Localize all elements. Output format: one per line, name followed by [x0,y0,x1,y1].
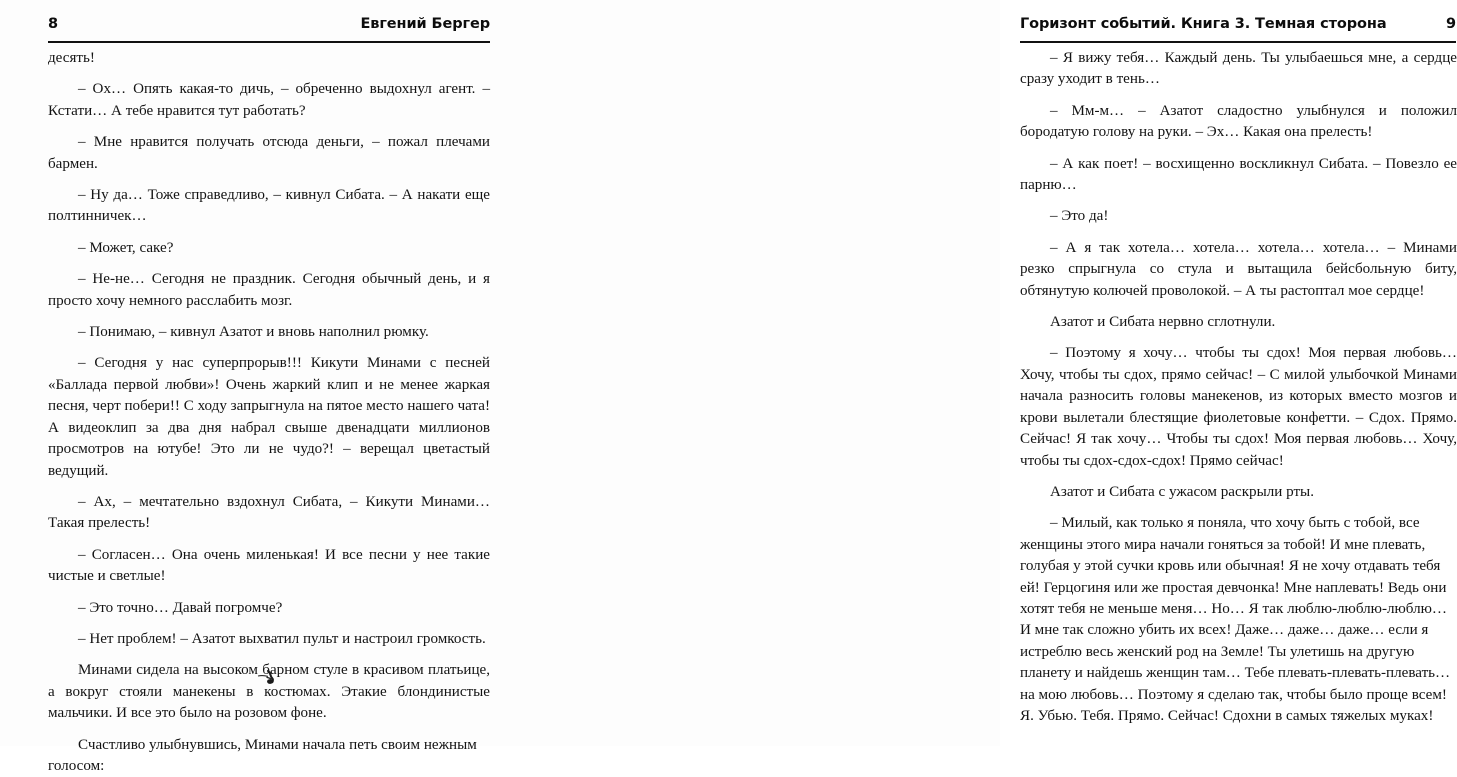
paragraph: – А как поет! – восхищенно воскликнул Сибата. – Повезло ее парню… [1020,155,1457,194]
paragraph: Азатот и Сибата с ужасом раскрыли рты. [1050,483,1314,500]
right-running-head [1020,16,1456,42]
paragraph: – Ах, – мечтательно вздохнул Сибата, – Кикути Минами… Такая прелесть! [48,493,490,532]
paragraph: Азатот и Сибата нервно сглотнули. [1050,314,1276,331]
paragraph: – Поэтому я хочу… чтобы ты сдох! Моя первая любовь… Хочу, чтобы ты сдох, прямо сейчас! – С милой улыбочкой Минами начала разносить головы манекенов, из которых вместо мозгов и крови вылетали блестящие фиолетовые конфетти. – Сдох. Прямо. Сейчас! Я так хочу… Чтобы ты сдох! Моя первая любовь… Хочу, чтобы ты сдох-сдох-сдох! Прямо сейчас! [1020,345,1457,469]
paragraph: – Это да! [1050,208,1109,225]
paragraph: – А я так хотела… хотела… хотела… хотела… – Минами резко спрыгнула со стула и вытащила бейсбольную биту, обтянутую колючей проволокой. – А ты растоптал мое сердце! [1020,239,1457,299]
right-header-rule [1020,41,1456,43]
paragraph: – Может, саке? [78,239,174,256]
right-page [500,0,1457,746]
left-running-head [48,16,490,42]
paragraph: – Я вижу тебя… Каждый день. Ты улыбаешься мне, а сердце сразу уходит в тень… [1020,50,1457,88]
left-header-rule [48,41,490,43]
paragraph: – Милый, как только я поняла, что хочу быть с тобой, все женщины этого мира начали гоняться за тобой! И мне плевать, голубая у этой сучки кровь или обычная! Я не хочу отдавать тебя ей! Герцогиня или же простая девчонка! Мне наплевать! Ведь они хотят тебя не меньше меня… Но… Я так люблю-люблю-люблю… И мне так сложно убить их всех! Даже… даже… даже… если я истреблю весь женский род на Земле! Ты улетишь на другую планету и найдешь женщин там… Тебе плевать-плевать-плевать… на мою любовь… Поэтому я сделаю так, чтобы было проще всем! Я. Убью. Тебя. Прямо. Сейчас! Сдохни в самых тяжелых муках! [1020,515,1451,724]
paragraph: – Согласен… Она очень миленькая! И все песни у нее такие чистые и светлые! [48,546,490,585]
paragraph: – Мне нравится получать отсюда деньги, – пожал плечами бармен. [48,134,490,172]
right-running-head-title: Горизонт событий. Книга 3. Темная сторона [1020,16,1387,32]
right-page-text-block [1020,48,1457,727]
left-page-folio: 8 [48,16,58,32]
left-running-head-title: Евгений Бергер [360,16,490,32]
paragraph: – Понимаю, – кивнул Азатот и вновь наполнил рюмку. [78,324,429,341]
left-page-text-block [48,48,490,777]
paragraph: Счастливо улыбнувшись, Минами начала петь своим нежным голосом: [48,736,477,774]
paragraph: десять! [48,50,95,66]
paragraph: – Не-не… Сегодня не праздник. Сегодня обычный день, и я просто хочу немного расслабить мозг. [48,271,490,309]
paragraph: – Сегодня у нас суперпрорыв!!! Кикути Минами с песней «Баллада первой любви»! Очень жаркий клип и не менее жаркая песня, черт побери!! С ходу запрыгнула на пятое место нашего чата! А видеоклип за два дня набрал свыше двенадцати миллионов просмотров на ютубе! Это ли не чудо?! – верещал цветастый ведущий. [48,355,490,479]
paragraph: Минами сидела на высоком барном стуле в красивом платьице, а вокруг стояли манекены в костюмах. Этакие блондинистые мальчики. И все это было на розовом фоне. [48,662,490,722]
right-page-folio: 9 [1446,16,1456,32]
left-page [0,0,500,774]
paragraph: – Мм-м… – Азатот сладостно улыбнулся и положил бородатую голову на руки. – Эх… Какая она прелесть! [1020,102,1457,141]
paragraph: – Это точно… Давай погромче? [78,599,283,616]
paragraph: – Ну да… Тоже справедливо, – кивнул Сибата. – А накати еще полтинничек… [48,187,490,225]
paragraph: – Ох… Опять какая-то дичь, – обреченно выдохнул агент. – Кстати… А тебе нравится тут работать? [48,81,490,119]
paragraph: – Нет проблем! – Азатот выхватил пульт и настроил громкость. [78,630,486,647]
